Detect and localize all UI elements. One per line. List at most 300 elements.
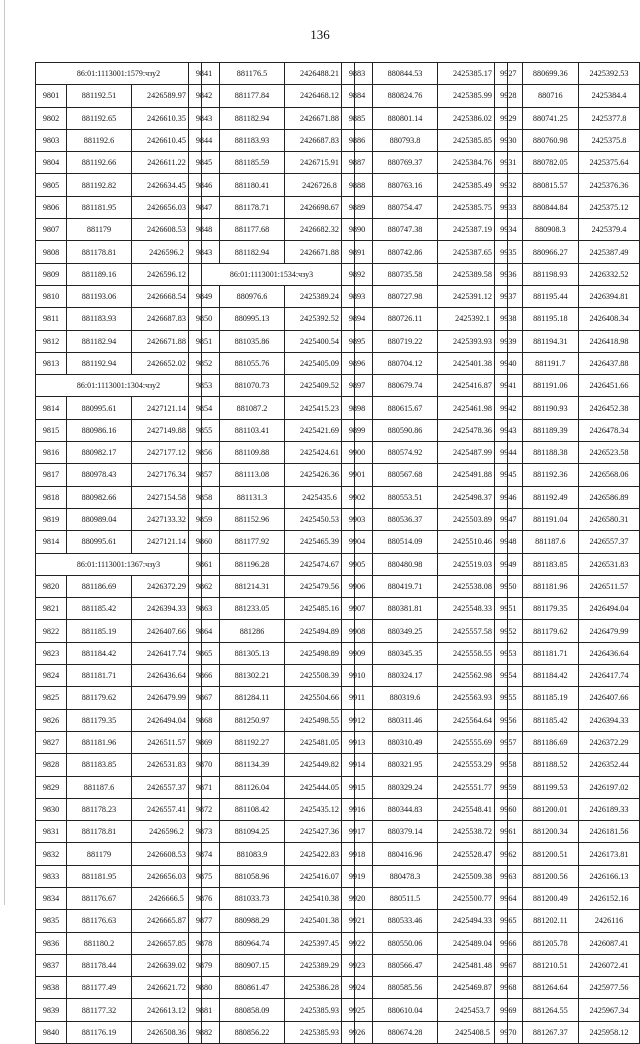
y-coordinate: 2425384.4 — [578, 85, 639, 107]
table-row — [36, 308, 202, 330]
y-coordinate: 2426611.22 — [132, 152, 202, 174]
table-row — [342, 330, 508, 352]
y-coordinate: 2425509.38 — [438, 865, 508, 887]
table-row — [189, 776, 355, 798]
y-coordinate: 2426072.41 — [578, 954, 639, 976]
x-coordinate: 881178.81 — [67, 241, 132, 263]
x-coordinate: 881187.6 — [67, 776, 132, 798]
y-coordinate: 2425392.53 — [578, 63, 639, 85]
y-coordinate: 2426596.12 — [132, 263, 202, 285]
y-coordinate: 2425528.47 — [438, 843, 508, 865]
y-coordinate: 2426166.13 — [578, 865, 639, 887]
y-coordinate: 2425958.12 — [578, 1021, 639, 1043]
x-coordinate: 881177.92 — [220, 531, 285, 553]
x-coordinate: 881264.55 — [522, 999, 578, 1021]
y-coordinate: 2426436.64 — [578, 642, 639, 664]
x-coordinate: 881070.73 — [220, 375, 285, 397]
y-coordinate: 2426479.99 — [132, 687, 202, 709]
point-number: 9885 — [342, 107, 373, 129]
y-coordinate: 2425977.56 — [578, 977, 639, 999]
point-number: 9881 — [189, 999, 220, 1021]
point-number: 9944 — [495, 442, 523, 464]
x-coordinate: 881094.25 — [220, 821, 285, 843]
point-number: 9855 — [189, 419, 220, 441]
point-number: 9825 — [36, 687, 67, 709]
table-row — [495, 196, 640, 218]
table-row — [342, 219, 508, 241]
x-coordinate: 881126.04 — [220, 776, 285, 798]
table-row — [189, 754, 355, 776]
x-coordinate: 881200.34 — [522, 821, 578, 843]
point-number: 9828 — [36, 754, 67, 776]
point-number: 9862 — [189, 575, 220, 597]
x-coordinate: 881286 — [220, 620, 285, 642]
table-row — [36, 999, 202, 1021]
table-row — [495, 642, 640, 664]
y-coordinate: 2425564.64 — [438, 709, 508, 731]
point-number: 9965 — [495, 910, 523, 932]
x-coordinate: 881198.93 — [522, 263, 578, 285]
y-coordinate: 2426589.97 — [132, 85, 202, 107]
point-number: 9958 — [495, 754, 523, 776]
x-coordinate: 880760.98 — [522, 129, 578, 151]
point-number: 9959 — [495, 776, 523, 798]
x-coordinate: 880782.05 — [522, 152, 578, 174]
y-coordinate: 2425377.8 — [578, 107, 639, 129]
y-coordinate: 2426437.88 — [578, 352, 639, 374]
y-coordinate: 2425375.64 — [578, 152, 639, 174]
x-coordinate: 880419.71 — [373, 575, 438, 597]
point-number: 9932 — [495, 174, 523, 196]
point-number: 9861 — [189, 553, 220, 575]
point-number: 9835 — [36, 910, 67, 932]
point-number: 9821 — [36, 598, 67, 620]
point-number: 9957 — [495, 731, 523, 753]
x-coordinate: 881192.65 — [67, 107, 132, 129]
point-number: 9851 — [189, 330, 220, 352]
y-coordinate: 2426726.8 — [285, 174, 355, 196]
table-row — [189, 152, 355, 174]
point-number: 9930 — [495, 129, 523, 151]
point-number: 9803 — [36, 129, 67, 151]
y-coordinate: 2425385.17 — [438, 63, 508, 85]
y-coordinate: 2427149.88 — [132, 419, 202, 441]
table-row — [342, 620, 508, 642]
x-coordinate: 881181.95 — [67, 865, 132, 887]
x-coordinate: 880735.58 — [373, 263, 438, 285]
y-coordinate: 2425385.49 — [438, 174, 508, 196]
table-row — [189, 241, 355, 263]
table-row — [342, 709, 508, 731]
table-row — [189, 352, 355, 374]
point-number: 9898 — [342, 397, 373, 419]
y-coordinate: 2426417.74 — [578, 665, 639, 687]
table-row — [495, 508, 640, 530]
x-coordinate: 881177.84 — [220, 85, 285, 107]
x-coordinate: 881109.88 — [220, 442, 285, 464]
x-coordinate: 881185.19 — [522, 687, 578, 709]
table-row — [36, 174, 202, 196]
x-coordinate: 880566.47 — [373, 954, 438, 976]
point-number: 9830 — [36, 798, 67, 820]
x-coordinate: 881179 — [67, 843, 132, 865]
x-coordinate: 881200.56 — [522, 865, 578, 887]
table-row — [36, 709, 202, 731]
y-coordinate: 2425435.6 — [285, 486, 355, 508]
table-row — [495, 620, 640, 642]
x-coordinate: 880861.47 — [220, 977, 285, 999]
x-coordinate: 880982.17 — [67, 442, 132, 464]
point-number: 9935 — [495, 241, 523, 263]
point-number: 9866 — [189, 665, 220, 687]
table-row — [36, 531, 202, 553]
x-coordinate: 881178.23 — [67, 798, 132, 820]
table-row — [189, 999, 355, 1021]
table-row — [342, 107, 508, 129]
point-number: 9824 — [36, 665, 67, 687]
x-coordinate: 880824.76 — [373, 85, 438, 107]
y-coordinate: 2425555.69 — [438, 731, 508, 753]
point-number: 9876 — [189, 887, 220, 909]
y-coordinate: 2425563.93 — [438, 687, 508, 709]
parcel-cadastral-number: 86:01:1113001:1304:чзу2 — [36, 375, 202, 397]
y-coordinate: 2427154.58 — [132, 486, 202, 508]
x-coordinate: 881186.69 — [67, 575, 132, 597]
point-number: 9919 — [342, 865, 373, 887]
coordinates-table-col-3 — [341, 62, 508, 1044]
table-row — [189, 531, 355, 553]
x-coordinate: 881195.44 — [522, 285, 578, 307]
y-coordinate: 2425385.93 — [285, 1021, 355, 1043]
table-row — [495, 85, 640, 107]
y-coordinate: 2425478.36 — [438, 419, 508, 441]
point-number: 9940 — [495, 352, 523, 374]
y-coordinate: 2426668.54 — [132, 285, 202, 307]
table-row — [36, 508, 202, 530]
x-coordinate: 881180.2 — [67, 932, 132, 954]
coordinates-table-col-4 — [494, 62, 640, 1044]
x-coordinate: 880379.14 — [373, 821, 438, 843]
table-row — [189, 865, 355, 887]
y-coordinate: 2426682.32 — [285, 219, 355, 241]
point-number: 9870 — [189, 754, 220, 776]
x-coordinate: 881179.35 — [522, 598, 578, 620]
y-coordinate: 2426181.56 — [578, 821, 639, 843]
y-coordinate: 2425461.98 — [438, 397, 508, 419]
y-coordinate: 2426173.81 — [578, 843, 639, 865]
table-row — [495, 375, 640, 397]
table-row — [342, 821, 508, 843]
x-coordinate: 880801.14 — [373, 107, 438, 129]
point-number: 9952 — [495, 620, 523, 642]
table-row — [189, 129, 355, 151]
table-row — [36, 910, 202, 932]
x-coordinate: 881176.19 — [67, 1021, 132, 1043]
y-coordinate: 2426608.53 — [132, 219, 202, 241]
y-coordinate: 2426531.83 — [578, 553, 639, 575]
x-coordinate: 881176.67 — [67, 887, 132, 909]
point-number: 9868 — [189, 709, 220, 731]
x-coordinate: 880844.53 — [373, 63, 438, 85]
y-coordinate: 2425386.02 — [438, 107, 508, 129]
x-coordinate: 881191.7 — [522, 352, 578, 374]
y-coordinate: 2425385.85 — [438, 129, 508, 151]
point-number: 9936 — [495, 263, 523, 285]
point-number: 9951 — [495, 598, 523, 620]
point-number: 9832 — [36, 843, 67, 865]
y-coordinate: 2425387.49 — [578, 241, 639, 263]
table-row — [342, 731, 508, 753]
point-number: 9841 — [189, 63, 220, 85]
x-coordinate: 880989.04 — [67, 508, 132, 530]
table-row — [189, 620, 355, 642]
x-coordinate: 881179.35 — [67, 709, 132, 731]
x-coordinate: 880329.24 — [373, 776, 438, 798]
point-number: 9886 — [342, 129, 373, 151]
x-coordinate: 880679.74 — [373, 375, 438, 397]
point-number: 9843 — [189, 107, 220, 129]
point-number: 9817 — [36, 464, 67, 486]
x-coordinate: 881233.05 — [220, 598, 285, 620]
parcel-cadastral-number: 86:01:1113001:1534:чзу3 — [189, 263, 355, 285]
y-coordinate: 2425444.05 — [285, 776, 355, 798]
table-row — [36, 642, 202, 664]
point-number: 9909 — [342, 642, 373, 664]
parcel-cadastral-number: 86:01:1113001:1367:чзу3 — [36, 553, 202, 575]
x-coordinate: 881185.19 — [67, 620, 132, 642]
y-coordinate: 2426557.41 — [132, 798, 202, 820]
x-coordinate: 881185.59 — [220, 152, 285, 174]
y-coordinate: 2426687.83 — [285, 129, 355, 151]
point-number: 9808 — [36, 241, 67, 263]
table-row — [36, 977, 202, 999]
y-coordinate: 2426531.83 — [132, 754, 202, 776]
y-coordinate: 2425422.83 — [285, 843, 355, 865]
x-coordinate: 881180.41 — [220, 174, 285, 196]
point-number: 9875 — [189, 865, 220, 887]
point-number: 9950 — [495, 575, 523, 597]
page-number: 136 — [310, 27, 330, 42]
point-number: 9814 — [36, 397, 67, 419]
y-coordinate: 2425386.28 — [285, 977, 355, 999]
y-coordinate: 2426478.34 — [578, 419, 639, 441]
x-coordinate: 880716 — [522, 85, 578, 107]
point-number: 9810 — [36, 285, 67, 307]
table-row — [342, 397, 508, 419]
y-coordinate: 2426656.03 — [132, 865, 202, 887]
y-coordinate: 2426511.57 — [578, 575, 639, 597]
x-coordinate: 880344.83 — [373, 798, 438, 820]
table-row — [36, 152, 202, 174]
table-row — [36, 954, 202, 976]
table-row — [189, 196, 355, 218]
point-number: 9933 — [495, 196, 523, 218]
y-coordinate: 2425508.39 — [285, 665, 355, 687]
table-row — [36, 776, 202, 798]
table-row — [495, 865, 640, 887]
x-coordinate: 880478.3 — [373, 865, 438, 887]
x-coordinate: 881214.31 — [220, 575, 285, 597]
x-coordinate: 881192.82 — [67, 174, 132, 196]
point-number: 9819 — [36, 508, 67, 530]
x-coordinate: 880610.04 — [373, 999, 438, 1021]
y-coordinate: 2426116 — [578, 910, 639, 932]
y-coordinate: 2426408.34 — [578, 308, 639, 330]
table-row — [495, 977, 640, 999]
x-coordinate: 880699.36 — [522, 63, 578, 85]
table-row — [36, 687, 202, 709]
y-coordinate: 2425489.04 — [438, 932, 508, 954]
x-coordinate: 881192.94 — [67, 352, 132, 374]
point-number: 9820 — [36, 575, 67, 597]
table-row — [36, 352, 202, 374]
point-number: 9926 — [342, 1021, 373, 1043]
y-coordinate: 2426698.67 — [285, 196, 355, 218]
point-number: 9883 — [342, 63, 373, 85]
table-row — [495, 442, 640, 464]
table-row — [189, 285, 355, 307]
point-number: 9937 — [495, 285, 523, 307]
x-coordinate: 881055.76 — [220, 352, 285, 374]
table-row — [189, 397, 355, 419]
table-row — [342, 241, 508, 263]
table-row — [36, 754, 202, 776]
y-coordinate: 2425387.19 — [438, 219, 508, 241]
x-coordinate: 881192.6 — [67, 129, 132, 151]
table-row — [189, 174, 355, 196]
point-number: 9947 — [495, 508, 523, 530]
point-number: 9880 — [189, 977, 220, 999]
point-number: 9806 — [36, 196, 67, 218]
x-coordinate: 881108.42 — [220, 798, 285, 820]
point-number: 9921 — [342, 910, 373, 932]
point-number: 9818 — [36, 486, 67, 508]
table-row — [189, 419, 355, 441]
parcel-header-row — [36, 63, 202, 85]
table-row — [189, 798, 355, 820]
point-number: 9858 — [189, 486, 220, 508]
point-number: 9847 — [189, 196, 220, 218]
x-coordinate: 881305.13 — [220, 642, 285, 664]
y-coordinate: 2426494.04 — [578, 598, 639, 620]
point-number: 9833 — [36, 865, 67, 887]
y-coordinate: 2425384.76 — [438, 152, 508, 174]
table-row — [36, 1021, 202, 1043]
point-number: 9811 — [36, 308, 67, 330]
point-number: 9922 — [342, 932, 373, 954]
y-coordinate: 2425450.53 — [285, 508, 355, 530]
table-row — [36, 330, 202, 352]
x-coordinate: 881179.62 — [522, 620, 578, 642]
point-number: 9859 — [189, 508, 220, 530]
y-coordinate: 2426557.37 — [578, 531, 639, 553]
x-coordinate: 881033.73 — [220, 887, 285, 909]
x-coordinate: 881205.78 — [522, 932, 578, 954]
y-coordinate: 2426451.66 — [578, 375, 639, 397]
x-coordinate: 880719.22 — [373, 330, 438, 352]
x-coordinate: 880763.16 — [373, 174, 438, 196]
point-number: 9924 — [342, 977, 373, 999]
y-coordinate: 2425487.99 — [438, 442, 508, 464]
point-number: 9827 — [36, 731, 67, 753]
y-coordinate: 2425427.36 — [285, 821, 355, 843]
y-coordinate: 2425375.8 — [578, 129, 639, 151]
table-row — [189, 553, 355, 575]
x-coordinate: 880741.25 — [522, 107, 578, 129]
point-number: 9907 — [342, 598, 373, 620]
x-coordinate: 880324.17 — [373, 665, 438, 687]
point-number: 9948 — [495, 531, 523, 553]
point-number: 9874 — [189, 843, 220, 865]
point-number: 9846 — [189, 174, 220, 196]
table-row — [36, 843, 202, 865]
y-coordinate: 2426394.81 — [578, 285, 639, 307]
x-coordinate: 881210.51 — [522, 954, 578, 976]
x-coordinate: 880815.57 — [522, 174, 578, 196]
table-row — [36, 932, 202, 954]
y-coordinate: 2425385.93 — [285, 999, 355, 1021]
table-row — [495, 174, 640, 196]
point-number: 9802 — [36, 107, 67, 129]
x-coordinate: 880978.43 — [67, 464, 132, 486]
point-number: 9910 — [342, 665, 373, 687]
y-coordinate: 2425510.46 — [438, 531, 508, 553]
point-number: 9840 — [36, 1021, 67, 1043]
x-coordinate: 881131.3 — [220, 486, 285, 508]
y-coordinate: 2425557.58 — [438, 620, 508, 642]
x-coordinate: 881083.9 — [220, 843, 285, 865]
point-number: 9805 — [36, 174, 67, 196]
y-coordinate: 2425474.67 — [285, 553, 355, 575]
y-coordinate: 2425498.55 — [285, 709, 355, 731]
point-number: 9814 — [36, 531, 67, 553]
y-coordinate: 2425494.33 — [438, 910, 508, 932]
x-coordinate: 881192.51 — [67, 85, 132, 107]
point-number: 9903 — [342, 508, 373, 530]
y-coordinate: 2426657.85 — [132, 932, 202, 954]
table-row — [342, 910, 508, 932]
y-coordinate: 2425435.12 — [285, 798, 355, 820]
point-number: 9953 — [495, 642, 523, 664]
table-row — [36, 85, 202, 107]
x-coordinate: 881179 — [67, 219, 132, 241]
y-coordinate: 2425385.99 — [438, 85, 508, 107]
table-row — [342, 196, 508, 218]
table-row — [342, 575, 508, 597]
x-coordinate: 880574.92 — [373, 442, 438, 464]
point-number: 9867 — [189, 687, 220, 709]
x-coordinate: 881200.51 — [522, 843, 578, 865]
y-coordinate: 2425538.08 — [438, 575, 508, 597]
point-number: 9942 — [495, 397, 523, 419]
point-number: 9843 — [189, 241, 220, 263]
x-coordinate: 881187.6 — [522, 531, 578, 553]
point-number: 9915 — [342, 776, 373, 798]
x-coordinate: 881192.27 — [220, 731, 285, 753]
y-coordinate: 2425401.38 — [285, 910, 355, 932]
point-number: 9961 — [495, 821, 523, 843]
x-coordinate: 881189.16 — [67, 263, 132, 285]
y-coordinate: 2426189.33 — [578, 798, 639, 820]
table-row — [36, 263, 202, 285]
point-number: 9908 — [342, 620, 373, 642]
point-number: 9852 — [189, 352, 220, 374]
y-coordinate: 2426372.29 — [132, 575, 202, 597]
table-row — [36, 731, 202, 753]
x-coordinate: 881183.93 — [67, 308, 132, 330]
parcel-header-row — [36, 553, 202, 575]
x-coordinate: 881113.08 — [220, 464, 285, 486]
